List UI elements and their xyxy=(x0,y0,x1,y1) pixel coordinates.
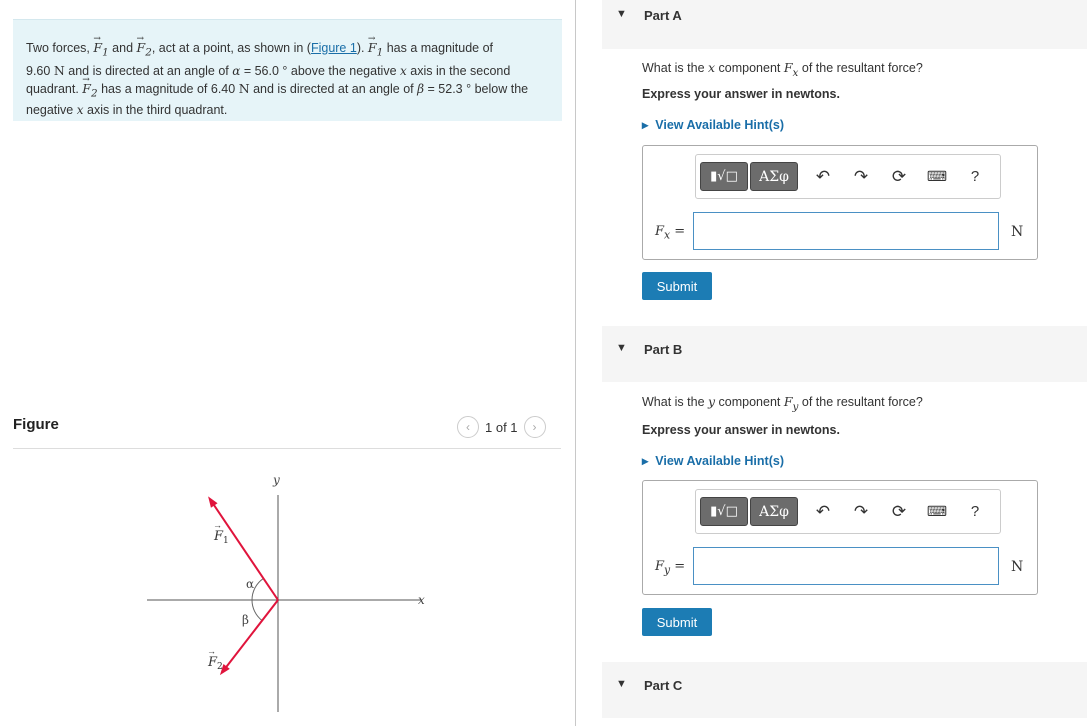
magnitude-f1: 9.60 xyxy=(26,63,51,78)
degree-symbol: ° xyxy=(466,81,472,96)
fy-unit: N xyxy=(1011,559,1024,575)
problem-text: and is directed at an angle of xyxy=(249,81,418,96)
degree-symbol: ° xyxy=(282,63,288,78)
svg-text:2: 2 xyxy=(217,662,223,672)
problem-text: has a magnitude of 6.40 xyxy=(97,81,239,96)
part-title: Part B xyxy=(644,342,683,357)
part-a-instruction: Express your answer in newtons. xyxy=(642,87,840,101)
part-a-answer-box xyxy=(642,145,1038,260)
part-title: Part C xyxy=(644,678,683,693)
pager-text: 1 of 1 xyxy=(485,419,518,435)
problem-text: axis in the third quadrant. xyxy=(83,103,228,117)
part-b-header[interactable] xyxy=(602,326,1087,382)
problem-text: below the negative xyxy=(26,81,529,117)
math-toolbar xyxy=(695,154,1001,199)
svg-text:F: F xyxy=(208,655,218,670)
figure-divider xyxy=(13,448,561,449)
problem-text: = 56.0 xyxy=(240,63,283,78)
fx-label: $F_x$ = xyxy=(655,224,686,242)
template-icon[interactable]: ▮√□ xyxy=(700,497,748,526)
vector-f2: → $F_2$ xyxy=(82,81,97,96)
beta-label: β xyxy=(242,613,249,627)
collapse-triangle-icon[interactable]: ▼ xyxy=(616,8,627,20)
unit-newton: N xyxy=(238,80,250,96)
problem-text: above the negative xyxy=(287,63,401,78)
greek-symbols-icon[interactable]: ΑΣφ xyxy=(750,497,798,526)
problem-text: = 52.3 xyxy=(424,81,467,96)
part-a-question: What is the x component $F_x$ of the resultant force? xyxy=(642,60,923,79)
svg-text:1: 1 xyxy=(223,536,229,546)
keyboard-icon[interactable]: ⌨ xyxy=(926,503,948,519)
chevron-left-icon[interactable]: ‹ xyxy=(457,416,479,438)
vector-f1: → $F_1$ xyxy=(93,40,108,55)
x-symbol: x xyxy=(76,103,84,117)
problem-text: ). xyxy=(356,41,368,55)
collapse-triangle-icon[interactable]: ▼ xyxy=(616,342,627,354)
svg-text:→: → xyxy=(207,646,216,656)
template-icon[interactable]: ▮√□ xyxy=(700,162,748,191)
alpha-symbol: α xyxy=(232,63,241,78)
undo-icon[interactable]: ↶ xyxy=(815,166,831,186)
answer-panel xyxy=(576,0,1087,726)
problem-statement xyxy=(13,19,562,121)
problem-text: and is directed at an angle of xyxy=(64,63,233,78)
problem-text: has a magnitude of xyxy=(383,41,494,55)
undo-icon[interactable]: ↶ xyxy=(815,501,831,521)
math-toolbar xyxy=(695,489,1001,534)
fy-label: $F_y$ = xyxy=(655,559,686,577)
figure-title: Figure xyxy=(13,416,59,433)
part-b-question: What is the y component $F_y$ of the resultant force? xyxy=(642,394,923,413)
unit-newton: N xyxy=(53,62,65,78)
vector-f1: → $F_1$ xyxy=(368,40,383,55)
problem-text: , act at a point, as shown in ( xyxy=(151,41,311,55)
problem-text: axis in the second quadrant. xyxy=(26,63,511,96)
greek-symbols-icon[interactable]: ΑΣφ xyxy=(750,162,798,191)
reset-icon[interactable]: ⟳ xyxy=(891,166,907,186)
problem-text: and xyxy=(108,41,137,55)
collapse-triangle-icon[interactable]: ▼ xyxy=(616,678,627,690)
y-axis-label: y xyxy=(273,473,280,487)
part-b-hint-link[interactable]: ▸ View Available Hint(s) xyxy=(642,454,784,468)
x-symbol: x xyxy=(400,63,407,78)
beta-symbol: β xyxy=(417,81,425,96)
fy-input[interactable] xyxy=(693,547,999,585)
reset-icon[interactable]: ⟳ xyxy=(891,501,907,521)
x-axis-label: x xyxy=(418,593,425,607)
fx-input[interactable] xyxy=(693,212,999,250)
part-a-header[interactable] xyxy=(602,0,1087,49)
alpha-label: α xyxy=(246,577,255,591)
part-b-submit-button[interactable]: Submit xyxy=(642,608,712,636)
fx-unit: N xyxy=(1011,224,1024,240)
problem-text: Two forces, xyxy=(26,41,94,55)
redo-icon[interactable]: ↷ xyxy=(853,501,869,521)
part-c-header[interactable] xyxy=(602,662,1087,718)
part-a-submit-button[interactable]: Submit xyxy=(642,272,712,300)
f2-label xyxy=(207,646,223,672)
f2-arrow xyxy=(225,600,278,669)
redo-icon[interactable]: ↷ xyxy=(853,166,869,186)
help-icon[interactable]: ? xyxy=(970,503,980,520)
svg-text:→: → xyxy=(213,520,222,530)
keyboard-icon[interactable]: ⌨ xyxy=(926,168,948,184)
part-b-answer-box xyxy=(642,480,1038,595)
svg-text:F: F xyxy=(214,529,224,544)
part-b-instruction: Express your answer in newtons. xyxy=(642,423,840,437)
force-diagram xyxy=(140,470,440,715)
chevron-right-icon[interactable]: › xyxy=(524,416,546,438)
part-a-hint-link[interactable]: ▸ View Available Hint(s) xyxy=(642,118,784,132)
part-title: Part A xyxy=(644,8,682,23)
figure-link[interactable]: Figure 1 xyxy=(310,41,357,55)
f1-arrowhead xyxy=(208,496,217,507)
help-icon[interactable]: ? xyxy=(970,168,980,185)
figure-pager xyxy=(457,416,546,438)
vector-f2: → $F_2$ xyxy=(137,40,152,55)
